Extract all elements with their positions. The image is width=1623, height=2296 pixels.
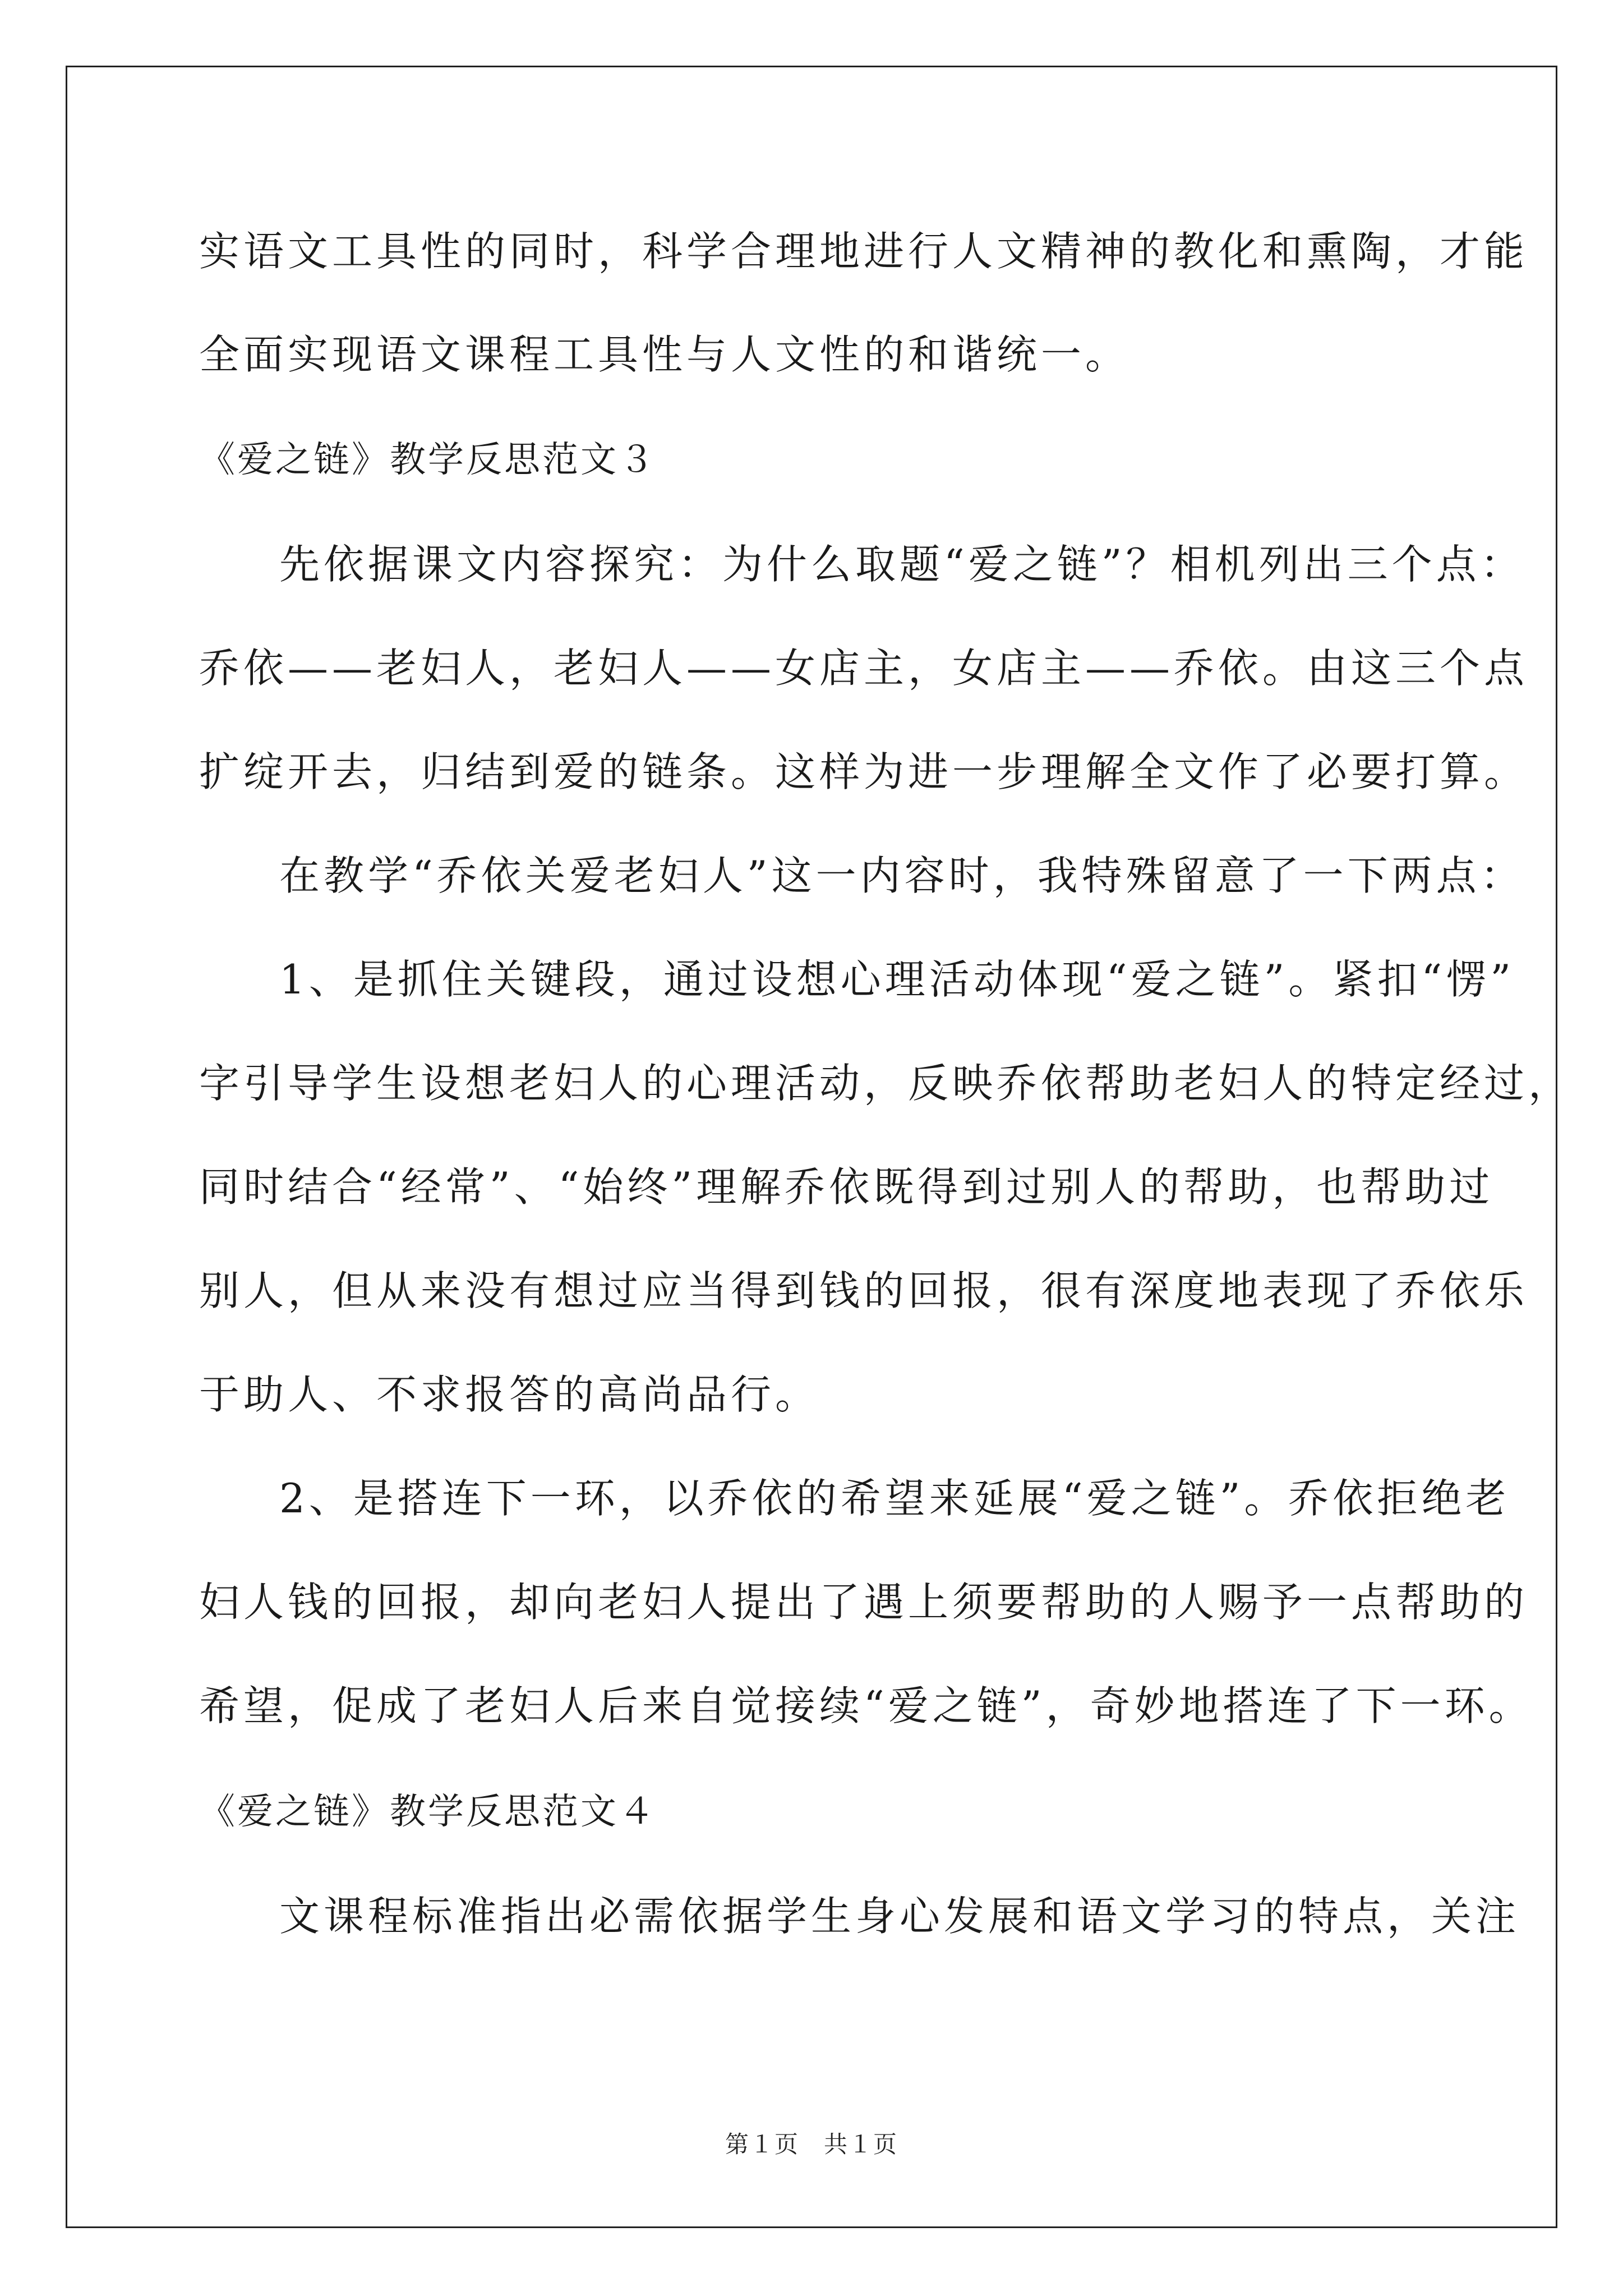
text-line: 同时结合“经常”、“始终”理解乔依既得到过别人的帮助，也帮助过 [199, 1163, 1494, 1211]
text-line: 先依据课文内容探究：为什么取题“爱之链”？相机列出三个点： [279, 541, 1525, 588]
text-line: 妇人钱的回报，却向老妇人提出了遇上须要帮助的人赐予一点帮助的 [199, 1579, 1529, 1626]
text-line: 文课程标准指出必需依据学生身心发展和语文学习的特点，关注 [279, 1893, 1520, 1940]
page-number-footer: 第１页 共１页 [725, 2131, 898, 2158]
text-line: 1、是抓住关键段，通过设想心理活动体现“爱之链”。紧扣“愣” [279, 956, 1515, 1003]
text-line: 2、是搭连下一环，以乔依的希望来延展“爱之链”。乔依拒绝老 [279, 1475, 1510, 1522]
text-line: 实语文工具性的同时，科学合理地进行人文精神的教化和熏陶，才能 [199, 228, 1529, 275]
text-line: 在教学“乔依关爱老妇人”这一内容时，我特殊留意了一下两点： [279, 852, 1525, 899]
text-line: 希望，促成了老妇人后来自觉接续“爱之链”，奇妙地搭连了下一环。 [199, 1682, 1533, 1729]
section-heading: 《爱之链》教学反思范文４ [199, 1791, 657, 1833]
text-line: 扩绽开去，归结到爱的链条。这样为进一步理解全文作了必要打算。 [199, 748, 1529, 795]
text-line: 别人，但从来没有想过应当得到钱的回报，很有深度地表现了乔依乐 [199, 1267, 1529, 1314]
text-line: 全面实现语文课程工具性与人文性的和谐统一。 [199, 331, 1130, 378]
text-line: 乔依——老妇人，老妇人——女店主，女店主——乔依。由这三个点 [199, 645, 1529, 692]
text-line: 于助人、不求报答的高尚品行。 [199, 1371, 820, 1418]
section-heading: 《爱之链》教学反思范文３ [199, 439, 657, 481]
text-line: 字引导学生设想老妇人的心理活动，反映乔依帮助老妇人的特定经过， [199, 1060, 1573, 1107]
